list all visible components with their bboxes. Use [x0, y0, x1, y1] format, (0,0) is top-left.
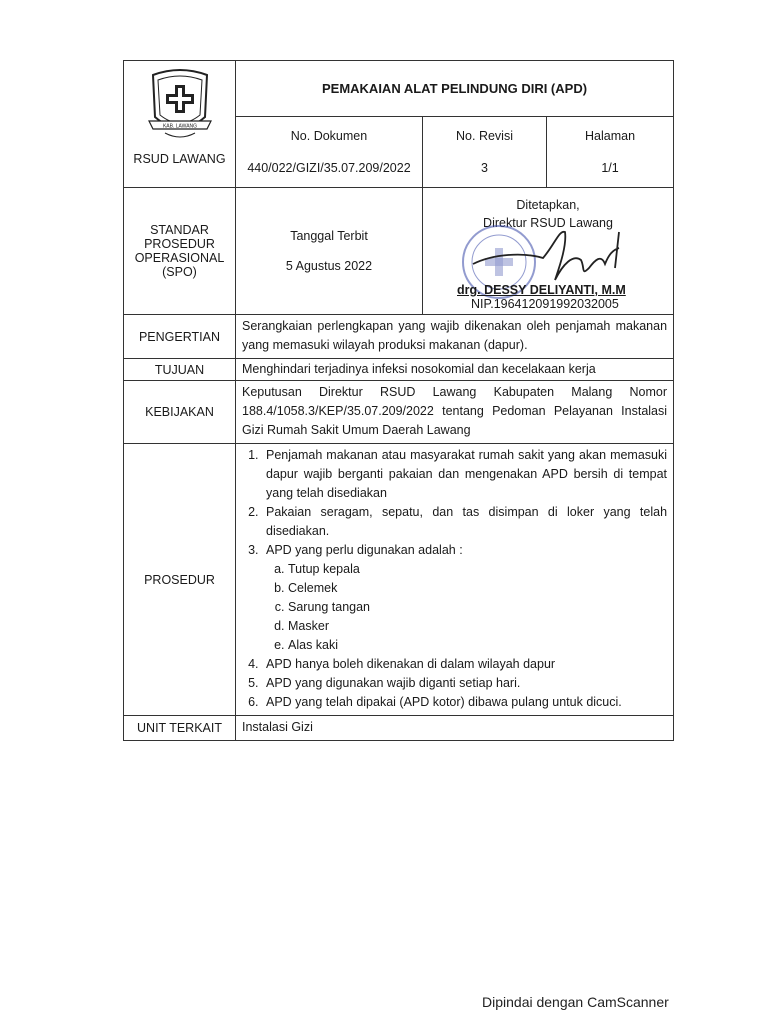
- pengertian-label: PENGERTIAN: [124, 315, 236, 359]
- hospital-name: RSUD LAWANG: [133, 152, 226, 166]
- procedure-step: 6. APD yang telah dipakai (APD kotor) dibawa pulang untuk dicuci.: [262, 693, 667, 712]
- procedure-list: [242, 446, 667, 712]
- spo-table: [123, 60, 674, 741]
- procedure-step: 4. APD hanya boleh dikenakan di dalam wilayah dapur: [262, 655, 667, 674]
- signer-name: drg. DESSY DELIYANTI, M.M: [457, 283, 626, 297]
- issue-date-cell: [236, 188, 423, 315]
- logo-banner-text: KAB. LAWANG: [162, 123, 197, 130]
- signer-nip: NIP.196412091992032005: [471, 297, 619, 311]
- tujuan-label: TUJUAN: [124, 359, 236, 381]
- prosedur-content: [236, 444, 674, 716]
- document-number-value: 440/022/GIZI/35.07.209/2022: [247, 161, 411, 175]
- issue-date-label: Tanggal Terbit: [290, 229, 368, 243]
- apd-item: a. Tutup kepala: [288, 560, 667, 579]
- document-number-label: No. Dokumen: [290, 129, 368, 143]
- procedure-step: [262, 541, 667, 655]
- issue-date-value: 5 Agustus 2022: [285, 259, 373, 273]
- apd-item: c. Sarung tangan: [288, 598, 667, 617]
- procedure-step: 2. Pakaian seragam, sepatu, dan tas disimpan di loker yang telah disediakan.: [262, 503, 667, 541]
- unit-terkait-text: Instalasi Gizi: [236, 716, 674, 741]
- spo-label: STANDAR PROSEDUR OPERASIONAL (SPO): [124, 188, 236, 315]
- apd-item: b. Celemek: [288, 579, 667, 598]
- director-title: Direktur RSUD Lawang: [483, 216, 613, 230]
- director-signature: [463, 224, 643, 286]
- procedure-step-text: APD yang perlu digunakan adalah :: [266, 543, 463, 557]
- procedure-step: 5. APD yang digunakan wajib diganti setiap hari.: [262, 674, 667, 693]
- revision-cell: [423, 117, 547, 188]
- unit-terkait-label: UNIT TERKAIT: [124, 716, 236, 741]
- apd-item: d. Masker: [288, 617, 667, 636]
- pengertian-text: Serangkaian perlengkapan yang wajib dikenakan oleh penjamah makanan yang memasuki wilayah produksi makanan (dapur).: [236, 315, 674, 359]
- camscanner-watermark: Dipindai dengan CamScanner: [482, 994, 669, 1010]
- set-by-label: Ditetapkan,: [516, 198, 580, 212]
- revision-label: No. Revisi: [456, 129, 513, 143]
- prosedur-label: PROSEDUR: [124, 444, 236, 716]
- procedure-step: 1. Penjamah makanan atau masyarakat rumah sakit yang akan memasuki dapur wajib berganti pakaian dan mengenakan APD bersih di tempat yang telah disediakan: [262, 446, 667, 503]
- page-value: 1/1: [601, 161, 619, 175]
- page-cell: [547, 117, 674, 188]
- hospital-logo-cell: [124, 61, 236, 188]
- apd-list: [266, 560, 667, 655]
- document-title: PEMAKAIAN ALAT PELINDUNG DIRI (APD): [236, 61, 674, 117]
- kebijakan-text: Keputusan Direktur RSUD Lawang Kabupaten Malang Nomor 188.4/1058.3/KEP/35.07.209/2022 tentang Pedoman Pelayanan Instalasi Gizi Rumah Sakit Umum Daerah Lawang: [236, 381, 674, 444]
- kebijakan-label: KEBIJAKAN: [124, 381, 236, 444]
- approval-cell: [423, 188, 674, 315]
- page-label: Halaman: [585, 129, 636, 143]
- spo-document: [123, 60, 673, 741]
- document-number-cell: [236, 117, 423, 188]
- hospital-logo: [145, 67, 215, 145]
- tujuan-text: Menghindari terjadinya infeksi nosokomial dan kecelakaan kerja: [236, 359, 674, 381]
- revision-value: 3: [481, 161, 488, 175]
- apd-item: e. Alas kaki: [288, 636, 667, 655]
